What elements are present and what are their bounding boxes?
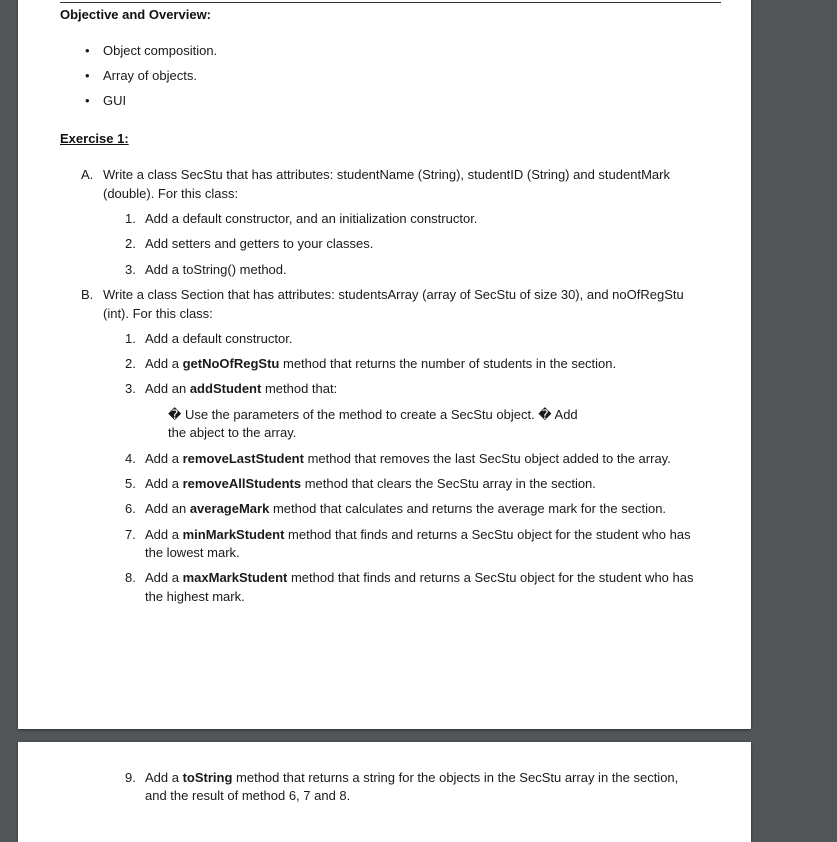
list-item: Add a toString method that returns a string for the objects in the SecStu array in the section, xyxy=(145,770,679,785)
list-item: Add a getNoOfRegStu method that returns the number of students in the section. xyxy=(145,356,617,371)
list-item: Add a removeLastStudent method that removes the last SecStu object added to the array. xyxy=(145,451,671,466)
list-number: 5. xyxy=(125,476,136,491)
list-number: 7. xyxy=(125,527,136,542)
objective-bullet: GUI xyxy=(103,93,127,108)
list-item-continuation: and the result of method 6, 7 and 8. xyxy=(145,788,351,803)
list-item: Add a removeAllStudents method that clears the SecStu array in the section. xyxy=(145,476,596,491)
list-number: 6. xyxy=(125,501,136,516)
list-item: Add a default constructor, and an initialization constructor. xyxy=(145,211,478,226)
list-number: 1. xyxy=(125,211,136,226)
list-number: 3. xyxy=(125,262,136,277)
part-b-line: (int). For this class: xyxy=(103,306,213,321)
part-a-line: Write a class SecStu that has attributes: studentName (String), studentID (String) and studentMark xyxy=(103,167,670,182)
part-a-marker: A. xyxy=(81,167,94,182)
list-item: Add an addStudent method that: xyxy=(145,381,338,396)
list-number: 9. xyxy=(125,770,136,785)
exercise-heading: Exercise 1: xyxy=(60,131,129,146)
document-page-1 xyxy=(18,0,751,729)
sub-item-line: the abject to the array. xyxy=(168,425,297,440)
bullet-icon: • xyxy=(85,68,90,83)
objective-bullet: Array of objects. xyxy=(103,68,197,83)
list-item: Add a minMarkStudent method that finds and returns a SecStu object for the student who has xyxy=(145,527,691,542)
sub-item-line: � Use the parameters of the method to create a SecStu object. � Add xyxy=(168,407,578,422)
list-number: 8. xyxy=(125,570,136,585)
part-a-line: (double). For this class: xyxy=(103,186,239,201)
bullet-icon: • xyxy=(85,43,90,58)
top-rule xyxy=(60,2,721,3)
list-number: 4. xyxy=(125,451,136,466)
list-number: 1. xyxy=(125,331,136,346)
list-number: 2. xyxy=(125,356,136,371)
list-item: Add an averageMark method that calculates and returns the average mark for the section. xyxy=(145,501,667,516)
list-item: Add setters and getters to your classes. xyxy=(145,236,374,251)
list-number: 2. xyxy=(125,236,136,251)
part-b-line: Write a class Section that has attributes: studentsArray (array of SecStu of size 30), and noOfRegStu xyxy=(103,287,684,302)
bullet-icon: • xyxy=(85,93,90,108)
list-item: Add a toString() method. xyxy=(145,262,287,277)
list-item-continuation: the highest mark. xyxy=(145,589,245,604)
list-item-continuation: the lowest mark. xyxy=(145,545,240,560)
objective-bullet: Object composition. xyxy=(103,43,218,58)
list-number: 3. xyxy=(125,381,136,396)
list-item: Add a default constructor. xyxy=(145,331,293,346)
document-page-2 xyxy=(18,742,751,842)
list-item: Add a maxMarkStudent method that finds and returns a SecStu object for the student who has xyxy=(145,570,694,585)
objective-heading: Objective and Overview: xyxy=(60,7,212,22)
part-b-marker: B. xyxy=(81,287,94,302)
